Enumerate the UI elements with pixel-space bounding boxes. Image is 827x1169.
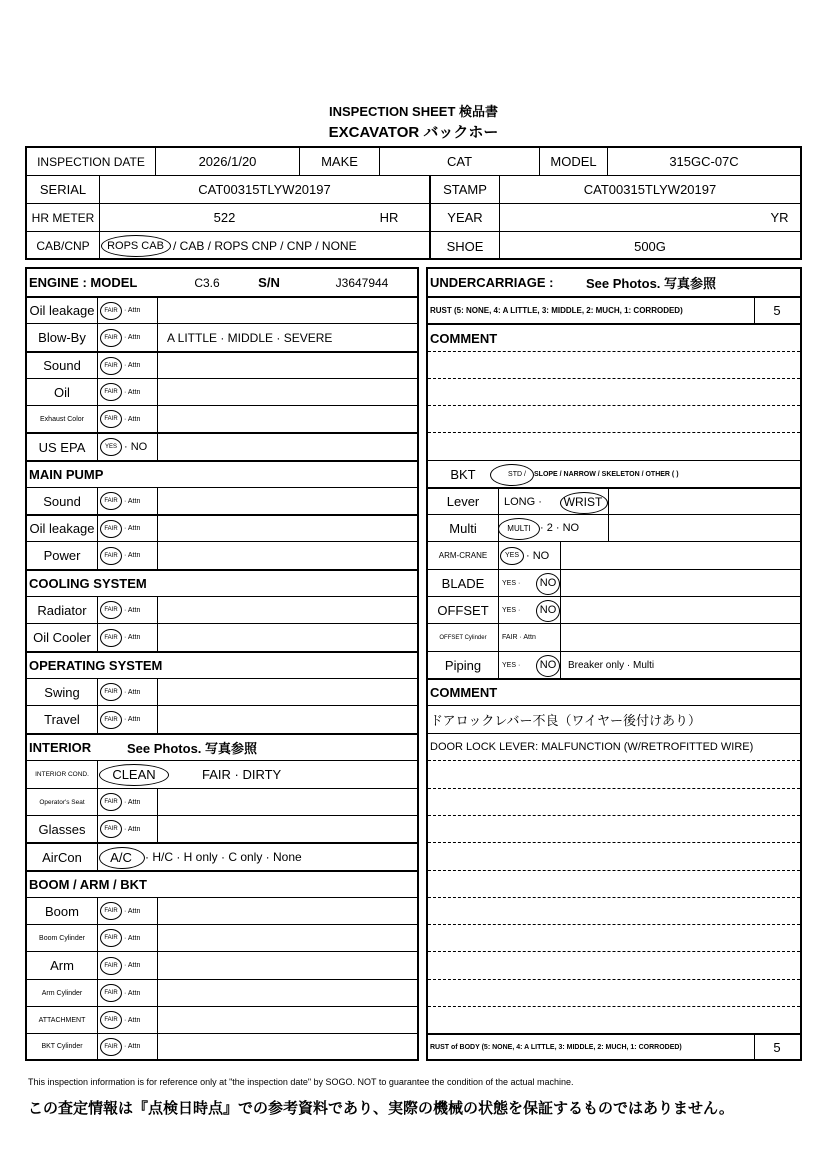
rust-body-value: 5 [773, 1039, 781, 1055]
attn-text: · Attn [124, 934, 141, 942]
blow-by-check [97, 324, 157, 351]
glasses-check [97, 816, 157, 842]
oil-row [27, 378, 417, 405]
fair-circle: FAIR [100, 492, 122, 510]
inspection-date-label: INSPECTION DATE [37, 154, 145, 169]
left-panel [25, 267, 419, 1061]
interior-row [27, 733, 417, 760]
radiator-row [27, 596, 417, 623]
fair-circle: FAIR [100, 302, 122, 320]
attn-text: · Attn [124, 525, 141, 532]
ac-selected: A/C [110, 849, 132, 865]
interior-label: INTERIOR [29, 740, 92, 755]
comment-line-1 [428, 351, 800, 378]
bkt-options: SLOPE / NARROW / SKELETON / OTHER ( ) [534, 470, 679, 478]
fair-circle: FAIR [100, 711, 122, 729]
hr-meter-value: 522 [99, 204, 349, 231]
attn-text: · Attn [124, 606, 141, 614]
model-label: MODEL [539, 148, 607, 175]
boom-arm-bkt-row [27, 870, 417, 897]
glasses-row [27, 815, 417, 842]
comment2-line-9 [428, 979, 800, 1006]
blow-by-row [27, 323, 417, 351]
boom-cylinder-check [97, 925, 157, 951]
undercarriage-label: UNDERCARRIAGE : [430, 275, 554, 290]
offset-cylinder-options: FAIR · Attn [502, 634, 536, 641]
attn-text: · Attn [124, 989, 141, 997]
header-table [25, 146, 802, 260]
boom-cylinder-row [27, 924, 417, 951]
blade-no: NO [539, 577, 557, 589]
blade-label: BLADE [441, 575, 485, 591]
header-row-serial [27, 176, 800, 204]
main-pump-label: MAIN PUMP [29, 467, 104, 482]
mp-oil-leakage-row [27, 514, 417, 541]
blade-no-circle [536, 573, 560, 595]
arm-cylinder-check [97, 980, 157, 1006]
interior-cond-row [27, 760, 417, 788]
mp-power-label: Power [43, 548, 81, 563]
lever-row [428, 487, 800, 514]
travel-check [97, 706, 157, 733]
fair-circle: FAIR [100, 357, 122, 375]
mp-sound-row [27, 487, 417, 514]
arm-cylinder-label: Arm Cylinder [41, 989, 83, 997]
rust-label: RUST (5: NONE, 4: A LITTLE, 3: MIDDLE, 2: MUCH, 1: CORRODED) [430, 306, 683, 315]
header-row-date [27, 148, 800, 176]
operator-seat-row [27, 788, 417, 815]
piping-no-circle [536, 655, 560, 677]
attn-text: · Attn [124, 798, 141, 806]
radiator-check [97, 597, 157, 623]
oil-cooler-label: Oil Cooler [33, 630, 91, 645]
multi-label: Multi [449, 520, 477, 536]
attn-text: · Attn [124, 552, 141, 559]
boom-arm-bkt-label: BOOM / ARM / BKT [29, 877, 147, 892]
offset-no: NO [539, 604, 557, 616]
cooling-row [27, 569, 417, 596]
attn-text: · Attn [124, 415, 141, 423]
aircon-row [27, 842, 417, 870]
attn-text: · Attn [124, 334, 141, 341]
oil-leakage-row [27, 296, 417, 323]
sheet-subtitle: EXCAVATOR バックホー [328, 124, 499, 141]
model-value: 315GC-07C [607, 148, 800, 175]
inspection-date-value: 2026/1/20 [155, 148, 299, 175]
boom-row [27, 897, 417, 924]
mp-oil-leakage-label: Oil leakage [29, 521, 95, 536]
piping-no: NO [539, 659, 557, 671]
bkt-row [428, 460, 800, 487]
fair-circle: FAIR [100, 820, 122, 838]
comment-label: COMMENT [430, 330, 498, 346]
multi-selected: MULTI [507, 523, 531, 533]
comment2-line-6 [428, 897, 800, 924]
swing-label: Swing [44, 684, 80, 700]
oil-cooler-row [27, 623, 417, 651]
make-label: MAKE [299, 148, 379, 175]
us-epa-check [97, 434, 157, 460]
serial-value: CAT00315TLYW20197 [99, 176, 429, 203]
swing-row [27, 678, 417, 705]
fair-circle: FAIR [100, 902, 122, 920]
yr-unit: YR [770, 210, 789, 225]
travel-row [27, 705, 417, 733]
us-epa-row [27, 432, 417, 460]
engine-sn: J3647944 [335, 275, 389, 290]
attn-text: · Attn [124, 1043, 141, 1050]
attn-text: · Attn [124, 1016, 141, 1024]
sound-label: Sound [43, 358, 81, 373]
multi-row [428, 514, 800, 541]
lever-label: Lever [446, 494, 480, 509]
arm-crane-yes: YES [504, 552, 519, 559]
undercarriage-see-photos: See Photos. 写真参照 [586, 276, 717, 291]
interior-cond-label: INTERIOR COND. [35, 771, 89, 778]
fair-circle: FAIR [100, 793, 122, 811]
interior-options: FAIR · DIRTY [202, 767, 282, 782]
bkt-cylinder-check [97, 1034, 157, 1059]
cab-selected-circle [101, 235, 171, 257]
bkt-label: BKT [450, 466, 476, 482]
operator-seat-check [97, 789, 157, 815]
footer-disclaimer-jp: この査定情報は『点検日時点』での参考資料であり、実際の機械の状態を保証するものではありません。 [28, 1100, 734, 1117]
blow-by-options: A LITTLE · MIDDLE · SEVERE [167, 330, 333, 345]
boom-check [97, 898, 157, 924]
yes-circle: YES [100, 438, 122, 456]
bkt-cylinder-label: BKT Cylinder [41, 1043, 83, 1050]
blow-by-label: Blow-By [38, 330, 86, 345]
exhaust-row [27, 405, 417, 432]
operating-row [27, 651, 417, 678]
travel-label: Travel [44, 712, 80, 727]
hr-meter-label: HR METER [31, 210, 95, 225]
hr-unit: HR [379, 210, 399, 225]
fair-circle: FAIR [100, 601, 122, 619]
fair-circle: FAIR [100, 520, 122, 538]
piping-row [428, 651, 800, 678]
swing-check [97, 679, 157, 705]
boom-cylinder-label: Boom Cylinder [39, 934, 85, 942]
arm-crane-label: ARM-CRANE [438, 551, 488, 560]
attn-text: · Attn [124, 362, 141, 369]
oil-label: Oil [54, 384, 70, 400]
attn-text: · Attn [124, 388, 141, 396]
fair-circle: FAIR [100, 329, 122, 347]
engine-model: C3.6 [194, 275, 220, 290]
comment2-row [428, 678, 800, 705]
attn-text: · Attn [124, 634, 141, 641]
bkt-cylinder-row [27, 1033, 417, 1059]
comment2-line-7 [428, 924, 800, 951]
operator-seat-label: Operator's Seat [39, 798, 85, 806]
attn-text: · Attn [124, 716, 141, 723]
mp-oil-leakage-check [97, 516, 157, 541]
offset-no-circle [536, 600, 560, 622]
clean-circle [99, 764, 169, 786]
attn-text: · Attn [124, 962, 141, 969]
boom-label: Boom [45, 903, 79, 919]
radiator-label: Radiator [37, 602, 87, 618]
fair-circle: FAIR [100, 547, 122, 565]
clean-selected: CLEAN [112, 767, 156, 782]
comment2-label: COMMENT [430, 685, 498, 700]
aircon-label: AirCon [42, 849, 82, 865]
arm-check [97, 952, 157, 979]
oil-leakage-check [97, 298, 157, 323]
comment2-line-1 [428, 760, 800, 788]
stamp-label: STAMP [429, 176, 499, 203]
rust-body-label: RUST of BODY (5: NONE, 4: A LITTLE, 3: MIDDLE, 2: MUCH, 1: CORRODED) [430, 1043, 682, 1051]
rust-body-row [428, 1033, 800, 1059]
shoe-value: 500G [499, 232, 800, 260]
attachment-check [97, 1007, 157, 1033]
right-panel [426, 267, 802, 1061]
header-row-hr [27, 204, 800, 232]
offset-row [428, 596, 800, 623]
arm-crane-yes-circle [500, 547, 524, 565]
comment-line-3 [428, 405, 800, 432]
no-text: · NO [124, 441, 148, 453]
mp-power-row [27, 541, 417, 569]
fair-circle: FAIR [100, 957, 122, 975]
attn-text: · Attn [124, 907, 141, 915]
fair-circle: FAIR [100, 1038, 122, 1056]
engine-row [27, 269, 417, 296]
comment-row [428, 323, 800, 351]
piping-yes: YES · [502, 661, 521, 669]
operating-system-label: OPERATING SYSTEM [29, 658, 163, 673]
mp-sound-label: Sound [43, 493, 81, 509]
attn-text: · Attn [124, 825, 141, 833]
comment-en: DOOR LOCK LEVER: MALFUNCTION (W/RETROFITTED WIRE) [430, 741, 754, 753]
attachment-label: ATTACHMENT [38, 1016, 86, 1024]
multi-circle [498, 518, 540, 540]
comment2-line-3 [428, 815, 800, 842]
attn-text: · Attn [124, 307, 141, 314]
bkt-std-circle [490, 464, 534, 486]
lever-wrist-selected: WRIST [563, 494, 603, 509]
glasses-label: Glasses [38, 821, 86, 837]
interior-see-photos: See Photos. 写真参照 [127, 741, 258, 756]
offset-cylinder-label: OFFSET Cylinder [439, 634, 487, 641]
cab-label: CAB/CNP [36, 239, 90, 253]
us-epa-label: US EPA [38, 439, 86, 455]
attachment-row [27, 1006, 417, 1033]
footer-disclaimer-en: This inspection information is for reference only at "the inspection date" by SOGO. NOT to guarantee the condition of the actual machine. [28, 1077, 574, 1087]
mp-sound-check [97, 488, 157, 514]
sheet-title: INSPECTION SHEET 検品書 [328, 104, 499, 119]
oil-cooler-check [97, 624, 157, 651]
exhaust-color-label: Exhaust Color [40, 415, 84, 423]
make-value: CAT [379, 148, 539, 175]
blade-yes: YES · [502, 579, 521, 587]
stamp-value: CAT00315TLYW20197 [499, 176, 800, 203]
sound-row [27, 351, 417, 378]
piping-extra: Breaker only · Multi [568, 659, 655, 671]
lever-wrist-circle [560, 492, 608, 514]
comment-jp-row [428, 705, 800, 733]
oil-check [97, 379, 157, 405]
exhaust-check [97, 406, 157, 432]
main-pump-row [27, 460, 417, 487]
fair-circle: FAIR [100, 683, 122, 701]
shoe-label: SHOE [429, 232, 499, 260]
aircon-options: · H/C · H only · C only · None [145, 850, 302, 864]
fair-circle: FAIR [100, 410, 122, 428]
rust-value: 5 [773, 303, 781, 318]
comment-line-4 [428, 432, 800, 460]
arm-crane-no: · NO [526, 549, 550, 562]
comment2-line-8 [428, 951, 800, 979]
attn-text: · Attn [124, 497, 141, 505]
comment-en-row [428, 733, 800, 760]
fair-circle: FAIR [100, 383, 122, 401]
multi-options: · 2 · NO [540, 522, 580, 534]
fair-circle: FAIR [100, 1011, 122, 1029]
cab-selected: ROPS CAB [99, 232, 171, 260]
bkt-std-selected: STD / [508, 470, 526, 478]
fair-circle: FAIR [100, 984, 122, 1002]
undercarriage-row [428, 269, 800, 296]
sound-check [97, 353, 157, 378]
year-label: YEAR [429, 204, 499, 231]
attn-text: · Attn [124, 688, 141, 696]
arm-cylinder-row [27, 979, 417, 1006]
year-value [499, 204, 759, 231]
comment-line-2 [428, 378, 800, 405]
offset-cylinder-row [428, 623, 800, 651]
arm-crane-row [428, 541, 800, 569]
mp-power-check [97, 542, 157, 569]
lever-long: LONG · [504, 495, 542, 508]
comment-jp: ドアロックレバー不良（ワイヤー後付けあり） [430, 713, 702, 728]
comment2-line-4 [428, 842, 800, 870]
rust-row [428, 296, 800, 323]
comment2-line-10 [428, 1006, 800, 1033]
serial-label: SERIAL [39, 182, 87, 197]
comment2-line-2 [428, 788, 800, 815]
piping-label: Piping [444, 657, 482, 673]
comment2-line-5 [428, 870, 800, 897]
arm-row [27, 951, 417, 979]
cooling-system-label: COOLING SYSTEM [29, 576, 147, 591]
offset-yes: YES · [502, 606, 521, 614]
ac-circle [99, 847, 145, 869]
header-row-cab [27, 232, 800, 260]
offset-label: OFFSET [437, 602, 489, 618]
arm-label: Arm [50, 958, 74, 973]
oil-leakage-label: Oil leakage [29, 303, 95, 318]
blade-row [428, 569, 800, 596]
cab-options: / CAB / ROPS CNP / CNP / NONE [173, 239, 357, 253]
fair-circle: FAIR [100, 629, 122, 647]
sn-label: S/N [258, 275, 280, 290]
engine-label: ENGINE : MODEL [29, 275, 138, 290]
fair-circle: FAIR [100, 929, 122, 947]
